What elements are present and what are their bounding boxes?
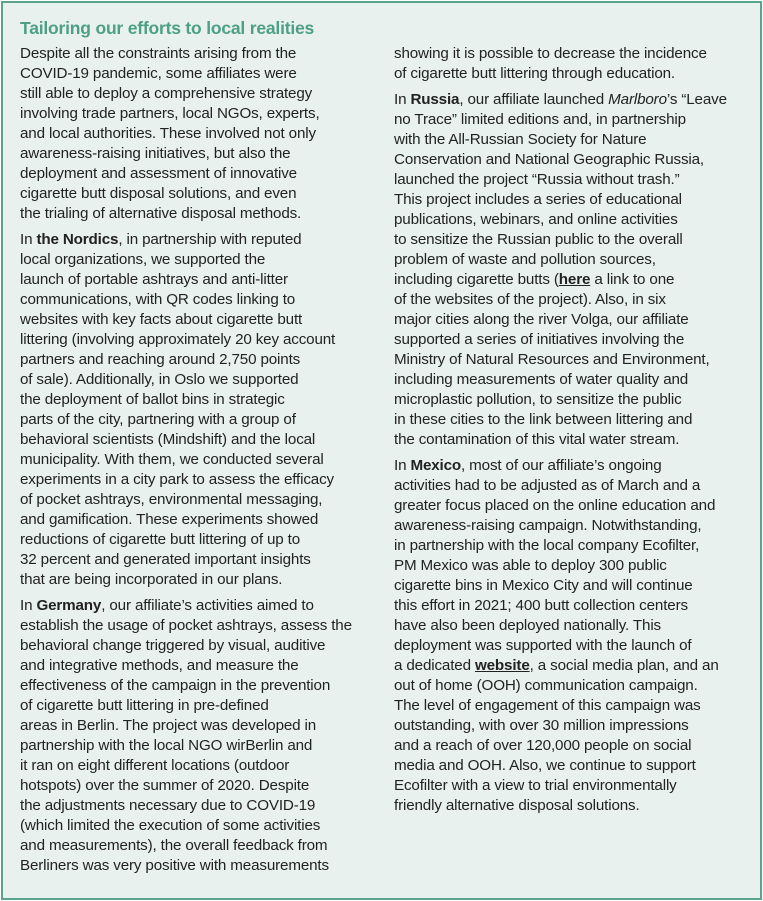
- russia-project-link[interactable]: here: [558, 271, 591, 288]
- germany-label: Germany: [36, 597, 102, 614]
- russia-paragraph: In Russia, our affiliate launched Marlboro’s “Leave no Trace” limited editions and, in partnership with the All-Russian Society for Nature Conservation and National Geographic Russia, launched the project “Russia without trash.” This project includes a series of educational publications, webinars, and online activities to sensitize the Russian public to the overall problem of waste and pollution sources, including cigarette butts (here a link to one of the websites of the project). Also, in six major cities along the river Volga, our affiliate supported a series of initiatives involving the Ministry of Natural Resources and Environment, including measurements of water quality and microplastic pollution, to sensitize the public in these cities to the link between littering and the contamination of this vital water stream.: [394, 91, 727, 448]
- nordics-paragraph: In the Nordics, in partnership with reputed local organizations, we supported the launch of portable ashtrays and anti-litter communications, with QR codes linking to websites with key facts about cigarette butt littering (involving approximately 20 key account partners and reaching around 2,750 points of sale). Additionally, in Oslo we supported the deployment of ballot bins in strategic parts of the city, partnering with a group of behavioral scientists (Mindshift) and the local municipality. With them, we conducted several experiments in a city park to assess the efficacy of pocket ashtrays, environmental messaging, and gamification. These experiments showed reductions of cigarette butt littering of up to 32 percent and generated important insights that are being incorporated in our plans.: [20, 231, 336, 588]
- callout-box: [1, 1, 762, 900]
- left-column: [20, 44, 380, 882]
- intro-paragraph: Despite all the constraints arising from the COVID-19 pandemic, some affiliates were still able to deploy a comprehensive strategy involving trade partners, local NGOs, experts, and local authorities. These involved not only awareness-raising initiatives, but also the deployment and assessment of innovative cigarette butt disposal solutions, and even the trialing of alternative disposal methods.: [20, 45, 320, 222]
- nordics-label: the Nordics: [36, 231, 119, 248]
- mexico-label: Mexico: [410, 457, 462, 474]
- germany-continued-paragraph: showing it is possible to decrease the incidence of cigarette butt littering through education.: [394, 45, 707, 82]
- right-column: [394, 44, 756, 822]
- mexico-website-link[interactable]: website: [474, 657, 530, 674]
- section-heading: Tailoring our efforts to local realities: [20, 18, 315, 38]
- russia-label: Russia: [410, 91, 460, 108]
- marlboro-brand: Marlboro: [608, 91, 667, 108]
- germany-paragraph: In Germany, our affiliate’s activities aimed to establish the usage of pocket ashtrays, assess the behavioral change triggered by visual, auditive and integrative methods, and measure the effectiveness of the campaign in the prevention of cigarette butt littering in pre-defined areas in Berlin. The project was developed in partnership with the local NGO wirBerlin and it ran on eight different locations (outdoor hotspots) over the summer of 2020. Despite the adjustments necessary due to COVID-19 (which limited the execution of some activities and measurements), the overall feedback from Berliners was very positive with measurements: [20, 597, 352, 874]
- mexico-paragraph: In Mexico, most of our affiliate’s ongoing activities had to be adjusted as of March and a greater focus placed on the online education and awareness-raising campaign. Notwithstanding, in partnership with the local company Ecofilter, PM Mexico was able to deploy 300 public cigarette bins in Mexico City and will continue this effort in 2021; 400 butt collection centers have also been deployed nationally. This deployment was supported with the launch of a dedicated website, a social media plan, and an out of home (OOH) communication campaign. The level of engagement of this campaign was outstanding, with over 30 million impressions and a reach of over 120,000 people on social media and OOH. Also, we continue to support Ecofilter with a view to trial environmentally friendly alternative disposal solutions.: [394, 457, 719, 814]
